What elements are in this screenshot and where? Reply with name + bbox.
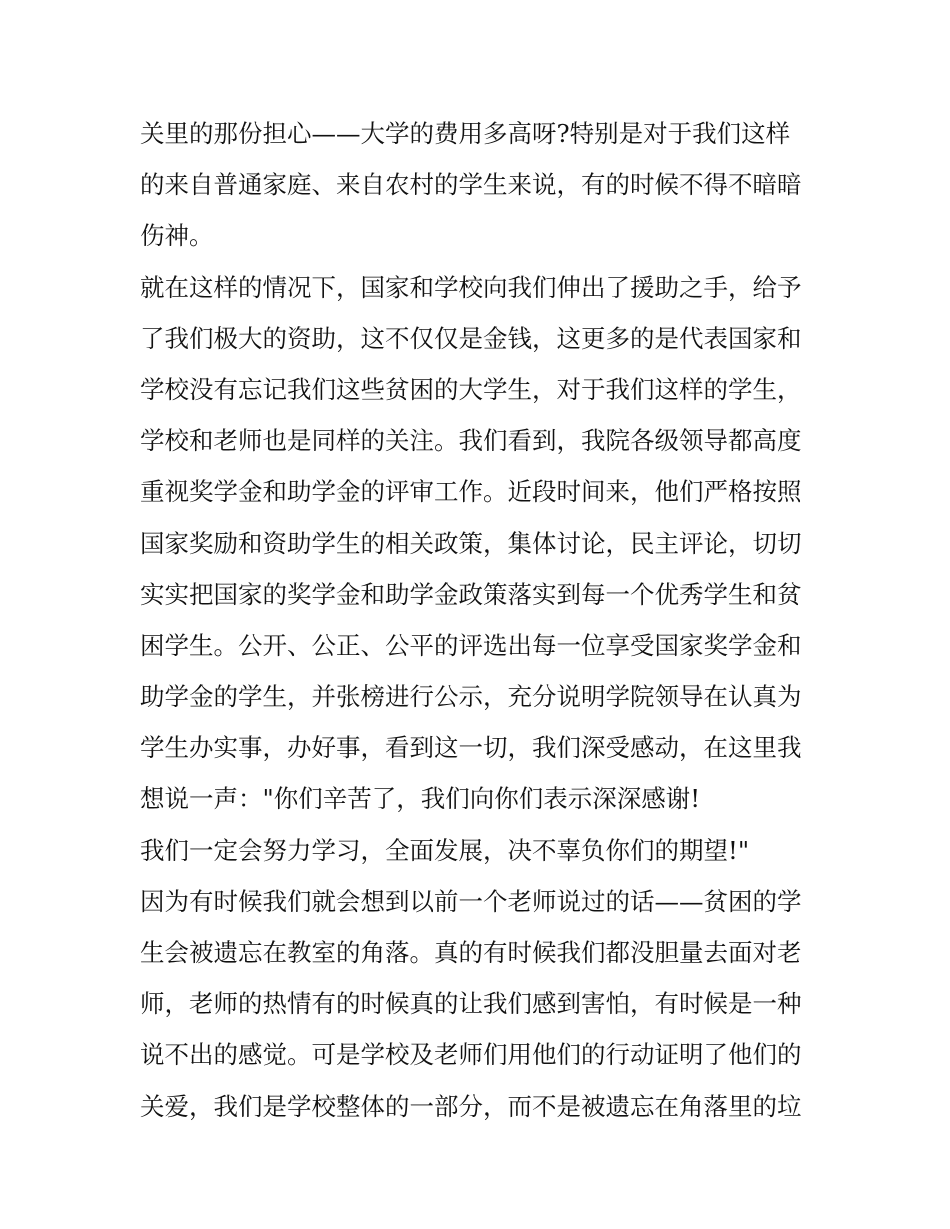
text-line-20: 关爱，我们是学校整体的一部分，而不是被遗忘在角落里的垃 [140, 1091, 802, 1121]
text-line-18: 师，老师的热情有的时候真的让我们感到害怕，有时候是一种 [140, 989, 802, 1019]
text-line-9: 国家奖励和资助学生的相关政策，集体讨论，民主评论，切切 [140, 528, 802, 558]
text-line-15: 我们一定会努力学习，全面发展，决不辜负你们的期望!" [140, 835, 750, 865]
text-line-2: 的来自普通家庭、来自农村的学生来说，有的时候不得不暗暗 [140, 170, 802, 200]
text-line-16: 因为有时候我们就会想到以前一个老师说过的话——贫困的学 [140, 886, 802, 916]
text-line-1: 关里的那份担心——大学的费用多高呀?特别是对于我们这样 [140, 119, 791, 148]
text-line-6: 学校没有忘记我们这些贫困的大学生，对于我们这样的学生， [140, 374, 802, 404]
text-line-3: 伤神。 [140, 221, 214, 251]
text-line-19: 说不出的感觉。可是学校及老师们用他们的行动证明了他们的 [140, 1040, 802, 1070]
text-line-14: 想说一声："你们辛苦了，我们向你们表示深深感谢! [140, 784, 701, 814]
text-line-17: 生会被遗忘在教室的角落。真的有时候我们都没胆量去面对老 [140, 938, 802, 967]
text-line-5: 了我们极大的资助，这不仅仅是金钱，这更多的是代表国家和 [140, 323, 802, 353]
text-line-11: 困学生。公开、公正、公平的评选出每一位享受国家奖学金和 [140, 630, 802, 660]
text-line-10: 实实把国家的奖学金和助学金政策落实到每一个优秀学生和贫 [140, 579, 802, 609]
text-line-12: 助学金的学生，并张榜进行公示，充分说明学院领导在认真为 [140, 682, 802, 712]
text-line-8: 重视奖学金和助学金的评审工作。近段时间来，他们严格按照 [140, 477, 802, 507]
text-line-4: 就在这样的情况下，国家和学校向我们伸出了援助之手，给予 [140, 272, 802, 302]
body-text [140, 108, 820, 1132]
text-line-7: 学校和老师也是同样的关注。我们看到，我院各级领导都高度 [140, 426, 802, 456]
text-line-13: 学生办实事，办好事，看到这一切，我们深受感动，在这里我 [140, 733, 802, 763]
